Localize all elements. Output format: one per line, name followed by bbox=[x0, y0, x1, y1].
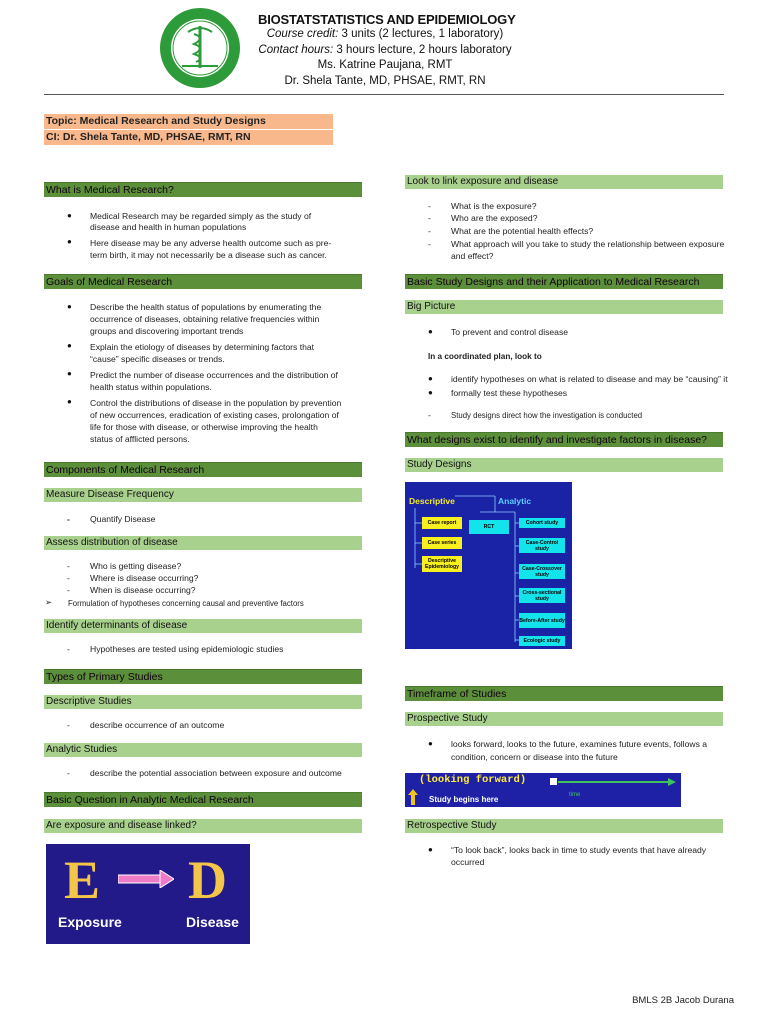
list-item: term birth, it may not necessarily be a disease such as cancer. bbox=[90, 250, 327, 260]
contact-hours: Contact hours: 3 hours lecture, 2 hours laboratory bbox=[258, 43, 512, 56]
list-item: condition, concern or disease into the future bbox=[451, 752, 618, 762]
footer-author: BMLS 2B Jacob Durana bbox=[632, 995, 734, 1006]
list-item: life for those with disease, or otherwise improving the health bbox=[90, 422, 318, 432]
list-item: occurred bbox=[451, 857, 485, 867]
list-item: describe occurrence of an outcome bbox=[90, 720, 225, 730]
list-item: occurrence of diseases, obtaining relative frequencies within bbox=[90, 314, 320, 324]
dash-icon: - bbox=[428, 239, 431, 249]
bullet-icon: ● bbox=[67, 397, 72, 406]
section-what-designs: What designs exist to identify and investigate factors in disease? bbox=[405, 432, 723, 447]
diagram-box-rct: RCT bbox=[469, 520, 509, 534]
dash-icon: - bbox=[67, 514, 70, 524]
figure-letter-e: E bbox=[64, 850, 101, 910]
list-item: groups and discovering important trends bbox=[90, 326, 244, 336]
list-item: To prevent and control disease bbox=[451, 327, 569, 337]
dash-icon: - bbox=[67, 720, 70, 730]
section-types: Types of Primary Studies bbox=[44, 669, 362, 684]
subsection-assess: Assess distribution of disease bbox=[44, 536, 362, 550]
coordinated-plan-label: In a coordinated plan, look to bbox=[428, 352, 542, 361]
list-item: Explain the etiology of diseases by determining factors that bbox=[90, 342, 315, 352]
document-header bbox=[0, 0, 768, 96]
subsection-prospective: Prospective Study bbox=[405, 712, 723, 726]
list-item: Medical Research may be regarded simply as the study of bbox=[90, 211, 312, 221]
topic-ci: CI: Dr. Shela Tante, MD, PHSAE, RMT, RN bbox=[44, 130, 333, 145]
list-item: Hypotheses are tested using epidemiologic studies bbox=[90, 644, 284, 654]
diagram-box-ecologic: Ecologic study bbox=[519, 636, 565, 646]
diagram-box-descriptive-epidemiology: Descriptive Epidemiology bbox=[422, 556, 462, 572]
list-item: “cause” specific diseases or trends. bbox=[90, 354, 225, 364]
list-item: What is the exposure? bbox=[451, 201, 537, 211]
dash-icon: - bbox=[67, 768, 70, 778]
subsection-big-picture: Big Picture bbox=[405, 300, 723, 314]
looking-forward-figure bbox=[405, 773, 681, 807]
bullet-icon: ● bbox=[67, 237, 72, 246]
diagram-label-analytic: Analytic bbox=[498, 496, 532, 506]
list-item: Formulation of hypotheses concerning causal and preventive factors bbox=[68, 599, 304, 608]
course-title: BIOSTATSTATISTICS AND EPIDEMIOLOGY bbox=[258, 12, 516, 27]
subsection-study-designs: Study Designs bbox=[405, 458, 723, 472]
subsection-descriptive: Descriptive Studies bbox=[44, 695, 362, 709]
course-credit: Course credit: 3 units (2 lectures, 1 laboratory) bbox=[266, 28, 504, 40]
diagram-box-case-crossover: Case-Crossover study bbox=[519, 564, 565, 579]
strip-time-label: time bbox=[569, 792, 581, 798]
diagram-label-descriptive: Descriptive bbox=[409, 496, 455, 506]
diagram-box-before-after: Before-After study bbox=[519, 613, 565, 628]
subsection-look-link: Look to link exposure and disease bbox=[405, 175, 723, 189]
list-item: Who is getting disease? bbox=[90, 561, 182, 571]
bullet-icon: ● bbox=[428, 845, 433, 854]
list-item: Control the distributions of disease in the population by prevention bbox=[90, 398, 342, 408]
instructor-2: Dr. Shela Tante, MD, PHSAE, RMT, RN bbox=[284, 74, 486, 87]
section-what-is-medical-research: What is Medical Research? bbox=[44, 182, 362, 197]
figure-label-disease: Disease bbox=[186, 914, 239, 930]
arrow-up-icon bbox=[408, 789, 418, 805]
strip-begins-label: Study begins here bbox=[429, 795, 499, 804]
diagram-box-case-series: Case series bbox=[422, 537, 462, 549]
list-item: Study designs direct how the investigation is conducted bbox=[451, 411, 643, 420]
dash-icon: - bbox=[428, 213, 431, 223]
list-item: “To look back”, looks back in time to study events that have already bbox=[451, 845, 707, 855]
list-item: identify hypotheses on what is related to disease and may be “causing” it bbox=[451, 374, 728, 384]
bullet-icon: ● bbox=[428, 388, 433, 397]
dash-icon: - bbox=[67, 561, 70, 571]
list-item: health status within populations. bbox=[90, 382, 212, 392]
study-design-diagram bbox=[405, 482, 572, 649]
bullet-icon: ● bbox=[67, 341, 72, 350]
bullet-icon: ● bbox=[67, 211, 72, 220]
list-item: looks forward, looks to the future, examines future events, follows a bbox=[451, 739, 708, 749]
list-item: Quantify Disease bbox=[90, 514, 156, 524]
list-item: status of afflicted persons. bbox=[90, 434, 190, 444]
list-item: of new occurrences, eradication of existing cases, prolongation of bbox=[90, 410, 339, 420]
diagram-box-case-report: Case report bbox=[422, 517, 462, 529]
section-timeframe: Timeframe of Studies bbox=[405, 686, 723, 701]
diagram-box-case-control: Case-Control study bbox=[519, 538, 565, 553]
dash-icon: - bbox=[67, 644, 70, 654]
list-item: Describe the health status of populations by enumerating the bbox=[90, 302, 322, 312]
strip-label: (looking forward) bbox=[419, 774, 527, 786]
instructor-1: Ms. Katrine Paujana, RMT bbox=[317, 59, 453, 71]
list-item: When is disease occurring? bbox=[90, 585, 196, 595]
figure-label-exposure: Exposure bbox=[58, 914, 122, 930]
figure-letter-d: D bbox=[188, 850, 227, 910]
bullet-icon: ● bbox=[67, 302, 72, 311]
list-item: What approach will you take to study the relationship between exposure bbox=[451, 239, 725, 249]
dash-icon: - bbox=[428, 201, 431, 211]
list-item: What are the potential health effects? bbox=[451, 226, 594, 236]
timeline-arrow-icon bbox=[550, 777, 678, 787]
arrow-right-icon bbox=[118, 870, 174, 888]
bullet-icon: ● bbox=[428, 327, 433, 336]
subsection-retrospective: Retrospective Study bbox=[405, 819, 723, 833]
bullet-icon: ● bbox=[67, 369, 72, 378]
list-item: Who are the exposed? bbox=[451, 213, 538, 223]
subsection-analytic: Analytic Studies bbox=[44, 743, 362, 757]
list-item: Where is disease occurring? bbox=[90, 573, 199, 583]
topic-title: Topic: Medical Research and Study Designs bbox=[44, 114, 333, 129]
subsection-linked: Are exposure and disease linked? bbox=[44, 819, 362, 833]
dash-icon: - bbox=[67, 573, 70, 583]
diagram-box-cross-sectional: Cross-sectional study bbox=[519, 588, 565, 603]
exposure-disease-figure bbox=[46, 844, 250, 944]
bullet-icon: ● bbox=[428, 374, 433, 383]
arrow-bullet-icon: ➢ bbox=[45, 597, 53, 607]
bullet-icon: ● bbox=[428, 739, 433, 748]
subsection-identify: Identify determinants of disease bbox=[44, 619, 362, 633]
list-item: Predict the number of disease occurrences and the distribution of bbox=[90, 370, 338, 380]
dash-icon: - bbox=[428, 410, 431, 420]
section-components: Components of Medical Research bbox=[44, 462, 362, 477]
list-item: disease and health in human populations bbox=[90, 222, 247, 232]
dash-icon: - bbox=[428, 226, 431, 236]
dash-icon: - bbox=[67, 585, 70, 595]
header-rule bbox=[44, 94, 724, 95]
list-item: Here disease may be any adverse health outcome such as pre- bbox=[90, 238, 332, 248]
section-goals: Goals of Medical Research bbox=[44, 274, 362, 289]
foundation-seal-icon bbox=[158, 6, 242, 90]
subsection-measure: Measure Disease Frequency bbox=[44, 488, 362, 502]
list-item: describe the potential association between exposure and outcome bbox=[90, 768, 342, 778]
section-basic-designs: Basic Study Designs and their Application to Medical Research bbox=[405, 274, 723, 289]
section-basic-question: Basic Question in Analytic Medical Research bbox=[44, 792, 362, 807]
diagram-box-cohort: Cohort study bbox=[519, 518, 565, 528]
list-item: and effect? bbox=[451, 251, 494, 261]
list-item: formally test these hypotheses bbox=[451, 388, 568, 398]
